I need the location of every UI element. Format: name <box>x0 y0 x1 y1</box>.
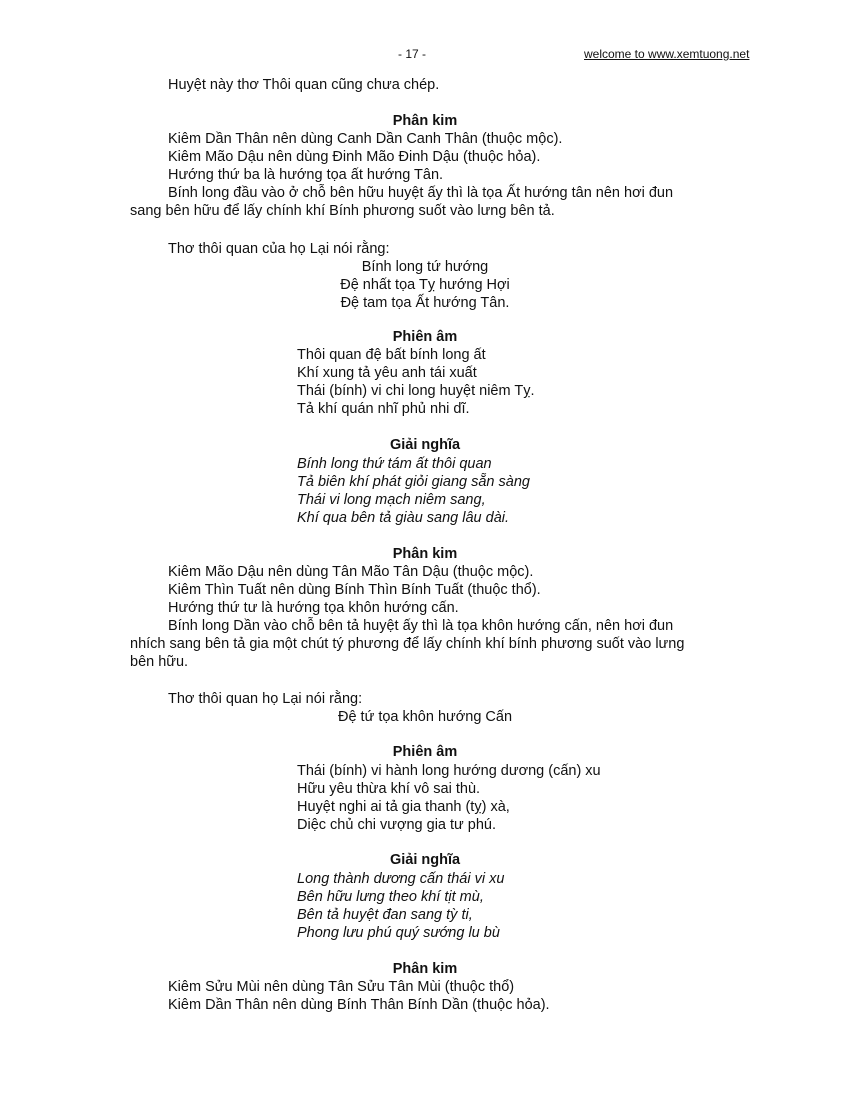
section-heading: Phiên âm <box>392 744 458 760</box>
poem-line: Đệ nhất tọa Tỵ hướng Hợi <box>340 277 510 293</box>
verse-line: Tả khí quán nhĩ phủ nhi dĩ. <box>297 401 470 417</box>
section-heading: Phân kim <box>392 113 458 129</box>
text-line: Hướng thứ ba là hướng tọa ất hướng Tân. <box>168 167 444 183</box>
text-line: Kiêm Sửu Mùi nên dùng Tân Sửu Tân Mùi (thuộc thổ) <box>168 979 515 995</box>
verse-line: Hữu yêu thừa khí vô sai thù. <box>297 781 481 797</box>
section-heading: Phân kim <box>392 961 458 977</box>
verse-line: Thôi quan đệ bất bính long ất <box>297 347 486 363</box>
paragraph-line: Bính long đầu vào ở chỗ bên hữu huyệt ấy thì là tọa Ất hướng tân nên hơi đun <box>168 185 674 201</box>
verse-line: Bên tả huyệt đan sang tỳ ti, <box>297 907 473 923</box>
verse-line: Huyệt nghi ai tả gia thanh (tỵ) xà, <box>297 799 510 815</box>
verse-line: Khí qua bên tả giàu sang lâu dài. <box>297 510 510 526</box>
paragraph-line: Bính long Dần vào chỗ bên tả huyệt ấy thì là tọa khôn hướng cấn, nên hơi đun <box>168 618 674 634</box>
section-heading: Giải nghĩa <box>389 852 461 868</box>
verse-line: Thái vi long mạch niêm sang, <box>297 492 486 508</box>
text-line: Kiêm Dần Thân nên dùng Canh Dần Canh Thân (thuộc mộc). <box>168 131 563 147</box>
text-line: Hướng thứ tư là hướng tọa khôn hướng cấn. <box>168 600 459 616</box>
verse-line: Khí xung tả yêu anh tái xuất <box>297 365 477 381</box>
section-heading: Giải nghĩa <box>389 437 461 453</box>
paragraph-line: nhích sang bên tả gia một chút tý phương để lấy chính khí bính phương suốt vào lưng <box>130 636 685 652</box>
verse-line: Diệc chủ chi vượng gia tư phú. <box>297 817 496 833</box>
verse-line: Thái (bính) vi hành long hướng dương (cấn) xu <box>297 763 601 779</box>
text-line: Kiêm Thìn Tuất nên dùng Bính Thìn Bính Tuất (thuộc thổ). <box>168 582 541 598</box>
poem-intro: Thơ thôi quan họ Lại nói rằng: <box>168 691 363 707</box>
verse-line: Long thành dương cấn thái vi xu <box>297 871 505 887</box>
section-heading: Phân kim <box>392 546 458 562</box>
verse-line: Thái (bính) vi chi long huyệt niêm Tỵ. <box>297 383 535 399</box>
poem-line: Đệ tứ tọa khôn hướng Cấn <box>337 709 513 725</box>
poem-line: Đệ tam tọa Ất hướng Tân. <box>340 295 510 311</box>
poem-line: Bính long tứ hướng <box>361 259 489 275</box>
paragraph-line: bên hữu. <box>130 654 189 670</box>
paragraph-line: sang bên hữu để lấy chính khí Bính phương suốt vào lưng bên tả. <box>130 203 555 219</box>
verse-line: Bên hữu lưng theo khí tịt mù, <box>297 889 484 905</box>
text-line: Kiêm Mão Dậu nên dùng Tân Mão Tân Dậu (thuộc mộc). <box>168 564 534 580</box>
verse-line: Phong lưu phú quý sướng lu bù <box>297 925 500 941</box>
page-number: - 17 - <box>398 47 427 61</box>
section-heading: Phiên âm <box>392 329 458 345</box>
intro-line: Huyệt này thơ Thôi quan cũng chưa chép. <box>168 77 440 93</box>
text-line: Kiêm Dần Thân nên dùng Bính Thân Bính Dần (thuộc hỏa). <box>168 997 550 1013</box>
verse-line: Bính long thứ tám ất thôi quan <box>297 456 492 472</box>
text-line: Kiêm Mão Dậu nên dùng Đinh Mão Đinh Dậu (thuộc hỏa). <box>168 149 541 165</box>
poem-intro: Thơ thôi quan của họ Lại nói rằng: <box>168 241 390 257</box>
verse-line: Tả biên khí phát giỏi giang sẵn sàng <box>297 474 530 490</box>
site-link[interactable]: welcome to www.xemtuong.net <box>584 47 750 61</box>
